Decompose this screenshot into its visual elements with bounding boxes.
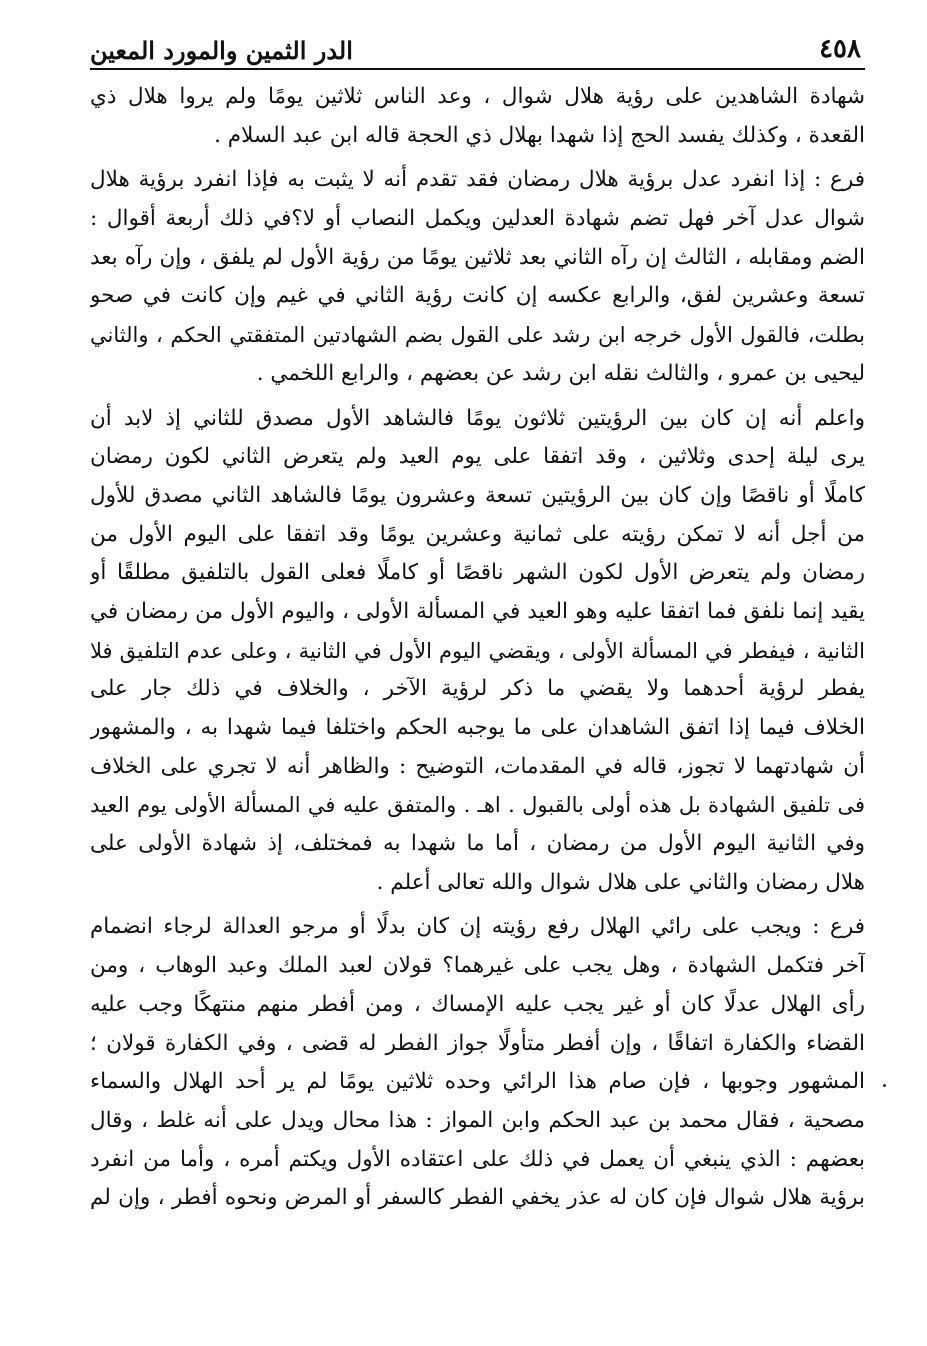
paragraph-waalam [90,400,865,903]
paragraph-far-1 [90,161,865,393]
text-line: شهادة الشاهدين على رؤية هلال شوال ، وعد الناس ثلاثين يومًا ولم يروا هلال ذي [90,84,865,109]
text-line: فى تلفيق الشهادة بل هذه أولى بالقبول . اهـ . والمتفق عليه في المسألة الأولى يوم العيد [90,793,865,818]
text-line: المشهور وجوبها ، فإن صام هذا الرائي وحده ثلاثين يومًا لم ير أحد الهلال والسماء [90,1069,865,1095]
text-line: القعدة ، وكذلك يفسد الحج إذا شهدا بهلال ذي الحجة قاله ابن عبد السلام . [214,122,865,148]
text-line: يفطر لرؤية أحدهما ولا يقضي ما ذكر لرؤية الآخر ، والخلاف في ذلك جار على [90,676,865,702]
text-line: واعلم أنه إن كان بين الرؤيتين ثلاثون يومًا فالشاهد الأول مصدق للثاني إذ لابد أن [90,405,865,431]
text-line: آخر فتكمل الشهادة ، وهل يجب على غيرهما؟ قولان لعبد الملك وعبد الوهاب ، ومن [90,953,865,979]
text-line: من أجل أنه لا تمكن رؤيته على ثمانية وعشرين يومًا وقد اتفقا على اليوم الأول من [90,521,865,547]
page-number: ٤٥٨ [819,34,861,64]
text-line: الخلاف فيما إذا اتفق الشاهدان على ما يوجبه الحكم واختلفا فيما شهدا به ، والمشهور [90,715,865,740]
body-text [90,78,865,1224]
text-line: كاملًا أو ناقصًا وإن كان بين الرؤيتين تسعة وعشرون يومًا فالشاهد الثاني مصدق للأول [90,482,865,508]
text-line: مصحية ، فقال محمد بن عبد الحكم وابن المواز : هذا محال ويدل على أنه غلط ، وقال [90,1107,865,1133]
paragraph-far-2 [90,908,865,1218]
text-line: بعضهم : الذي ينبغي أن يعمل في ذلك على اعتقاده الأول ويكتم أمره ، وأما من انفرد [90,1146,865,1172]
running-title: الدر الثمين والمورد المعين [90,36,353,65]
text-line: ليحيى بن عمرو ، والثالث نقله ابن رشد عن بعضهم ، والرابع اللخمي . [256,360,865,386]
text-line: هلال رمضان والثاني على هلال شوال والله تعالى أعلم . [376,869,865,895]
text-line: رأى الهلال عدلًا كان أو غير يجب عليه الإمساك ، ومن أفطر منهم منتهكًا وجب عليه [90,991,865,1017]
text-line: الثانية ، فيفطر في المسألة الأولى ، ويقضي اليوم الأول في الثانية ، وعلى عدم التلفيق فلا [90,638,865,663]
text-line: شوال عدل آخر فهل تضم شهادة العدلين ويكمل النصاب أو لا؟في ذلك أربعة أقوال : [90,206,865,232]
text-line: القضاء والكفارة اتفاقًا ، وإن أفطر متأولًا جواز الفطر له قضى ، وفي الكفارة قولان ؛ [90,1030,865,1056]
text-line: فرع : ويجب على رائي الهلال رفع رؤيته إن كان بدلًا أو مرجو العدالة لرجاء انضمام [90,914,865,940]
text-line: برؤية هلال شوال فإن كان له عذر يخفي الفطر كالسفر أو المرض ونحوه أفطر ، وإن لم [90,1185,865,1211]
text-line: رمضان ولم يتعرض الأول لكون الشهر ناقصًا أو كاملًا فعلى القول بالتلفيق مطلقًا أو [90,560,865,586]
paragraph-continuation [90,78,865,155]
text-line: يرى ليلة إحدى وثلاثين ، وقد اتفقا على يوم العيد ولم يتعرض الثاني لكون رمضان [90,444,865,470]
margin-speck [883,1084,886,1087]
text-line: تسعة وعشرين لفق، والرابع عكسه إن كانت رؤية الثاني في غيم وإن كانت في صحو [90,283,865,309]
text-line: يقيد إنما نلفق فما اتفقا عليه وهو العيد في المسألة الأولى ، واليوم الأول من رمضان في [90,598,865,624]
text-line: بطلت، فالقول الأول خرجه ابن رشد على القول بضم الشهادتين المتفقتي الحكم ، والثاني [90,323,865,348]
text-line: فرع : إذا انفرد عدل برؤية هلال رمضان فقد تقدم أنه لا يثبت به فإذا انفرد برؤية هلال [90,167,865,193]
page-header [90,34,865,70]
text-line: الضم ومقابله ، الثالث إن رآه الثاني بعد ثلاثين يومًا من رؤية الأول لم يلفق ، وإن رآه بعد [90,244,865,270]
text-line: أن شهادتهما لا تجوز، قاله في المقدمات، التوضيح : والظاهر أنه لا تجري على الخلاف [90,753,865,779]
text-line: وفي الثانية اليوم الأول من رمضان ، أما ما شهدا به فمختلف، إذ شهادة الأولى على [90,831,865,857]
